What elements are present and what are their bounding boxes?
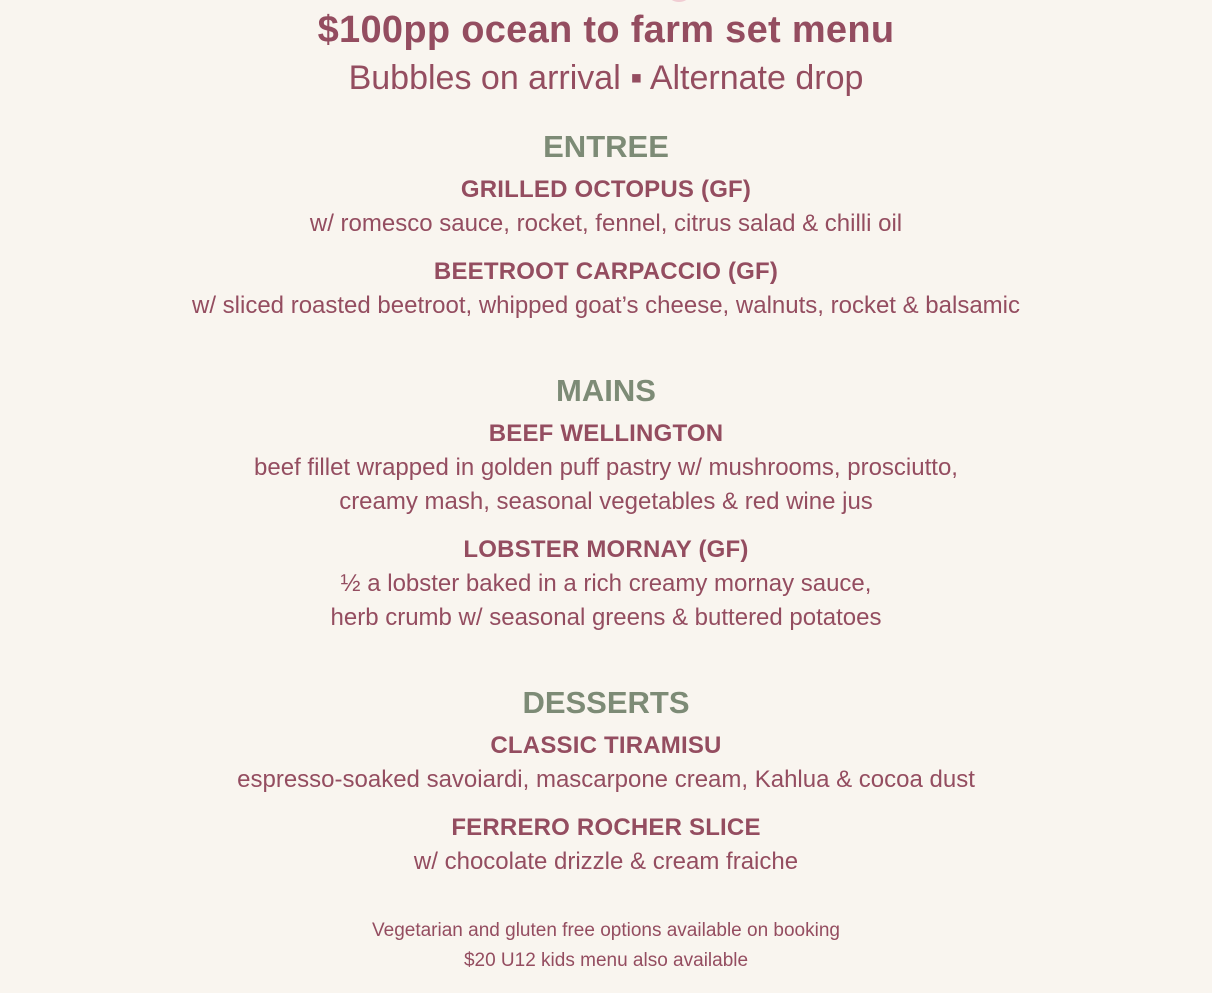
footer-note-kids-menu: $20 U12 kids menu also available [463, 950, 749, 971]
footer-note-options: Vegetarian and gluten free options available on booking [372, 920, 840, 941]
dish-description-beef-wellington-line-1: beef fillet wrapped in golden puff pastry w/ mushrooms, prosciutto, [254, 454, 958, 481]
dish-name-beetroot-carpaccio: BEETROOT CARPACCIO (GF) [433, 258, 779, 285]
dish-description-beef-wellington-line-2: creamy mash, seasonal vegetables & red wine jus [339, 488, 873, 515]
menu-title: $100pp ocean to farm set menu [317, 9, 895, 51]
dish-name-ferrero-rocher-slice: FERRERO ROCHER SLICE [451, 814, 761, 841]
section-heading-desserts: DESSERTS [522, 685, 690, 720]
dish-description-lobster-mornay-line-1: ½ a lobster baked in a rich creamy mornay sauce, [340, 570, 872, 597]
decorative-shape [668, 0, 690, 2]
dish-description-classic-tiramisu: espresso-soaked savoiardi, mascarpone cream, Kahlua & cocoa dust [237, 766, 975, 793]
section-heading-entree: ENTREE [543, 129, 669, 164]
dish-name-classic-tiramisu: CLASSIC TIRAMISU [490, 732, 722, 759]
dish-description-grilled-octopus: w/ romesco sauce, rocket, fennel, citrus salad & chilli oil [309, 210, 903, 237]
section-heading-mains: MAINS [556, 373, 656, 408]
dish-description-lobster-mornay-line-2: herb crumb w/ seasonal greens & buttered potatoes [330, 604, 882, 631]
dish-name-beef-wellington: BEEF WELLINGTON [488, 420, 724, 447]
dish-name-lobster-mornay: LOBSTER MORNAY (GF) [463, 536, 749, 563]
menu-subtitle: Bubbles on arrival ▪ Alternate drop [348, 59, 864, 97]
dish-name-grilled-octopus: GRILLED OCTOPUS (GF) [460, 176, 752, 203]
dish-description-ferrero-rocher-slice: w/ chocolate drizzle & cream fraiche [413, 848, 799, 875]
dish-description-beetroot-carpaccio: w/ sliced roasted beetroot, whipped goat’s cheese, walnuts, rocket & balsamic [192, 292, 1020, 319]
